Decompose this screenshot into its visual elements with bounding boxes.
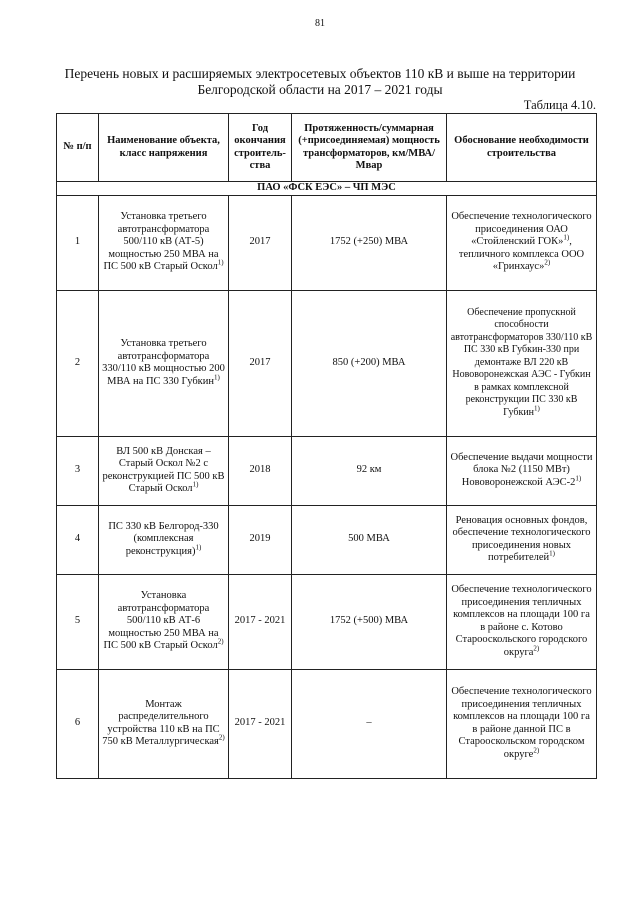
title-line-2: Белгородской области на 2017 – 2021 годы — [197, 82, 443, 97]
row-justification: Обеспечение технологического присоединения ОАО «Стойленский ГОК»$^{1)}$, тепличного комплекса ООО «Гринхаус»$^{2)}$ — [447, 195, 597, 290]
header-capacity: Протяженность/суммарная (+присоединяемая) мощность трансформаторов, км/МВА/Мвар — [292, 114, 447, 182]
footnote-mark: 1) — [214, 373, 220, 381]
org-row — [57, 182, 597, 196]
title-line-1: Перечень новых и расширяемых электросетевых объектов 110 кВ и выше на территории — [64, 66, 576, 81]
row-year: 2017 - 2021 — [229, 669, 292, 778]
row-justification: Обеспечение выдачи мощности блока №2 (1150 МВт) Нововоронежской АЭС-2$^{1)}$ — [447, 436, 597, 505]
header-justification: Обоснование необходимости строительства — [447, 114, 597, 182]
footnote-mark: 2) — [533, 644, 540, 652]
row-year: 2017 — [229, 195, 292, 290]
table-label: Таблица 4.10. — [523, 98, 596, 112]
row-capacity: 850 (+200) МВА — [292, 290, 447, 436]
row-capacity: – — [292, 669, 447, 778]
footnote-mark: 1) — [549, 549, 555, 558]
row-year: 2019 — [229, 505, 292, 574]
document-title — [50, 66, 590, 98]
table-row — [57, 574, 597, 669]
row-num: 3 — [57, 436, 99, 505]
row-capacity: 500 МВА — [292, 505, 447, 574]
header-year: Год окончания строитель-ства — [229, 114, 292, 182]
row-num: 2 — [57, 290, 99, 436]
row-year: 2018 — [229, 436, 292, 505]
footnote-mark: 2) — [544, 258, 551, 267]
row-year: 2017 — [229, 290, 292, 436]
footnote-mark: 1) — [217, 258, 224, 267]
row-name: Установка третьего автотрансформатора 500/110 кВ (АТ-5) мощностью 250 МВА на ПС 500 кВ Старый Оскол$^{1)}$ — [99, 195, 229, 290]
footnote-mark: 1) — [195, 543, 202, 552]
row-name: ВЛ 500 кВ Донская – Старый Оскол №2 с реконструкцией ПС 500 кВ Старый Оскол$^{1)}$ — [99, 436, 229, 505]
row-capacity: 1752 (+250) МВА — [292, 195, 447, 290]
footnote-mark: 2) — [533, 746, 540, 754]
row-justification: Обеспечение технологического присоединения тепличных комплексов на площади 100 га в районе данной ПС в Старооскольском городском округе$^{2)}$ — [447, 669, 597, 778]
row-capacity: 92 км — [292, 436, 447, 505]
row-capacity: 1752 (+500) МВА — [292, 574, 447, 669]
row-num: 6 — [57, 669, 99, 778]
org-name: ПАО «ФСК ЕЭС» – ЧП МЭС — [57, 182, 597, 196]
footnote-mark: 2) — [217, 637, 224, 646]
row-num: 5 — [57, 574, 99, 669]
objects-table — [56, 113, 597, 779]
row-name: ПС 330 кВ Белгород-330 (комплексная реконструкция)$^{1)}$ — [99, 505, 229, 574]
table-row — [57, 195, 597, 290]
header-num: № п/п — [57, 114, 99, 182]
row-justification: Обеспечение технологического присоединения тепличных комплексов на площади 100 га в районе с. Котово Старооскольского городского округа$^{2)}$ — [447, 574, 597, 669]
row-justification: Обеспечение пропускной способности автотрансформаторов 330/110 кВ ПС 330 кВ Губкин-330 при демонтаже ВЛ 220 кВ Нововоронежская АЭС - Губкин в рамках комплексной реконструкции ПС 330 кВ Губкин$^{1)}$ — [447, 290, 597, 436]
footnote-mark: 2) — [218, 733, 225, 742]
row-name: Установка третьего автотрансформатора 330/110 кВ мощностью 200 МВА на ПС 330 Губкин$^{1)}$ — [99, 290, 229, 436]
row-name: Установка автотрансформатора 500/110 кВ АТ-6 мощностью 250 МВА на ПС 500 кВ Старый Оскол$^{2)}$ — [99, 574, 229, 669]
row-name: Монтаж распределительного устройства 110 кВ на ПС 750 кВ Металлургическая$^{2)}$ — [99, 669, 229, 778]
footnote-mark: 1) — [192, 480, 199, 489]
page-number: 81 — [315, 18, 325, 29]
footnote-mark: 1) — [534, 404, 540, 413]
footnote-mark: 1) — [575, 474, 582, 483]
row-justification: Реновация основных фондов, обеспечение технологического присоединения новых потребителей$^{1)}$ — [447, 505, 597, 574]
table-row — [57, 290, 597, 436]
footnote-mark: 1) — [563, 233, 570, 242]
table-row — [57, 436, 597, 505]
row-num: 1 — [57, 195, 99, 290]
table-header-row — [57, 114, 597, 182]
header-name: Наименование объекта, класс напряжения — [99, 114, 229, 182]
row-year: 2017 - 2021 — [229, 574, 292, 669]
table-row — [57, 505, 597, 574]
row-num: 4 — [57, 505, 99, 574]
table-row — [57, 669, 597, 778]
